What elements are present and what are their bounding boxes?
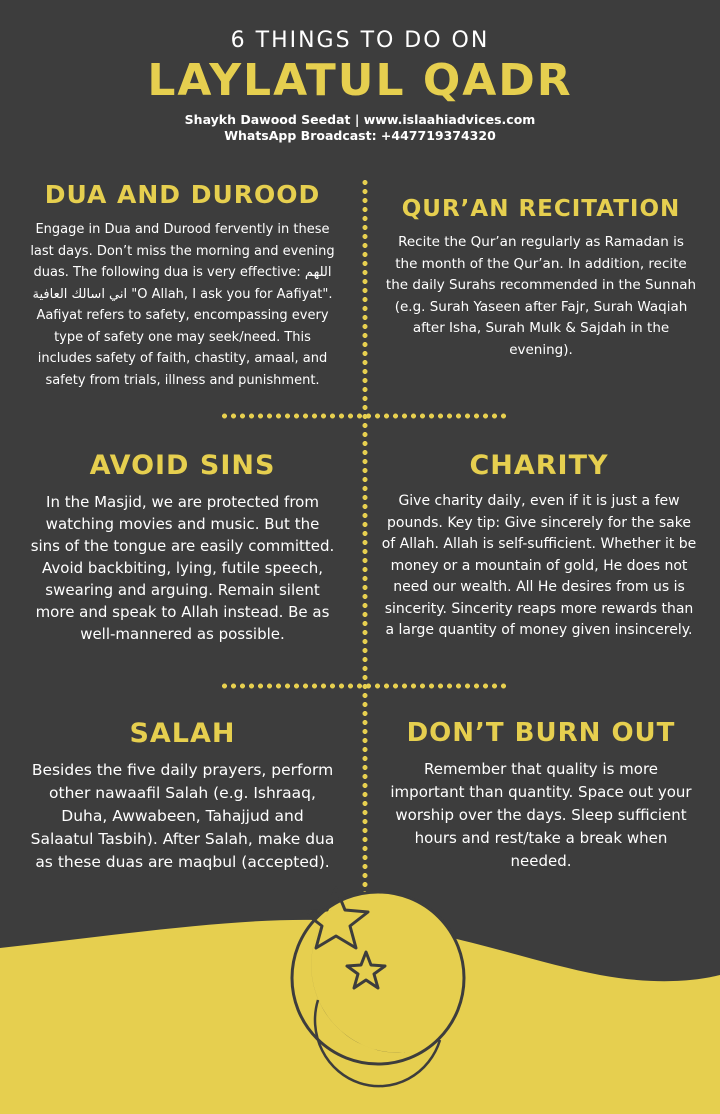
header	[0, 28, 720, 144]
section-quran-recitation	[385, 196, 697, 361]
section-body: In the Masjid, we are protected from watching movies and music. But the sins of the tongue are easily committed. Avoid backbiting, lying, futile speech, swearing and arguing. Remain silent more and speak to Allah instead. Be as well-mannered as possible.	[30, 493, 335, 643]
section-avoid-sins	[30, 450, 335, 645]
credit-author-website: Shaykh Dawood Seedat | www.islaahiadvices.com	[184, 112, 536, 127]
section-title: DON’T BURN OUT	[406, 718, 676, 748]
section-title: DUA AND DUROOD	[44, 180, 321, 209]
crescent-moon-with-stars-icon	[292, 888, 464, 1086]
section-dont-burn-out	[385, 718, 697, 873]
section-body: Recite the Qur’an regularly as Ramadan is the month of the Qur’an. In addition, recite the daily Surahs recommended in the Sunnah (e.g. Surah Yaseen after Fajr, Surah Waqiah after Isha, Surah Mulk & Sajdah in the evening).	[385, 234, 697, 358]
section-title: AVOID SINS	[89, 450, 276, 481]
subtitle: 6 THINGS TO DO ON	[230, 28, 490, 53]
section-dua-and-durood	[30, 180, 335, 391]
section-body: Give charity daily, even if it is just a few pounds. Key tip: Give sincerely for the sake of Allah. Allah is self-sufficient. Whether it be money or a mountain of gold, He does not need our wealth. All He desires from us is sincerity. Sincerity reaps more rewards than a large quantity of money given insincerely.	[381, 493, 697, 638]
section-title: QUR’AN RECITATION	[401, 196, 681, 222]
credit-line	[0, 112, 720, 144]
page-title: LAYLATUL QADR	[147, 55, 573, 106]
section-title: CHARITY	[469, 450, 609, 481]
credit-whatsapp: WhatsApp Broadcast: +447719374320	[224, 128, 496, 143]
section-title: SALAH	[129, 718, 236, 749]
section-body: Besides the five daily prayers, perform other nawaafil Salah (e.g. Ishraaq, Duha, Awwabeen, Tahajjud and Salaatul Tasbih). After Salah, make dua as these duas are maqbul (accepted).	[30, 761, 335, 871]
section-charity	[380, 450, 698, 642]
vertical-dotted-divider	[362, 178, 368, 948]
section-salah	[30, 718, 335, 874]
section-body: Remember that quality is more important than quantity. Space out your worship over the days. Sleep sufficient hours and rest/take a break when needed.	[390, 760, 692, 870]
bottom-wave	[0, 920, 720, 1114]
horizontal-dotted-divider	[220, 683, 510, 689]
horizontal-dotted-divider	[220, 413, 510, 419]
section-body: Engage in Dua and Durood fervently in these last days. Don’t miss the morning and evening duas. The following dua is very effective: اللهم اني اسالك العافية "O Allah, I ask you for Aafiyat". Aafiyat refers to safety, encompassing every type of safety one may seek/need. This includes safety of faith, chastity, amaal, and safety from trials, illness and punishment.	[30, 222, 335, 388]
